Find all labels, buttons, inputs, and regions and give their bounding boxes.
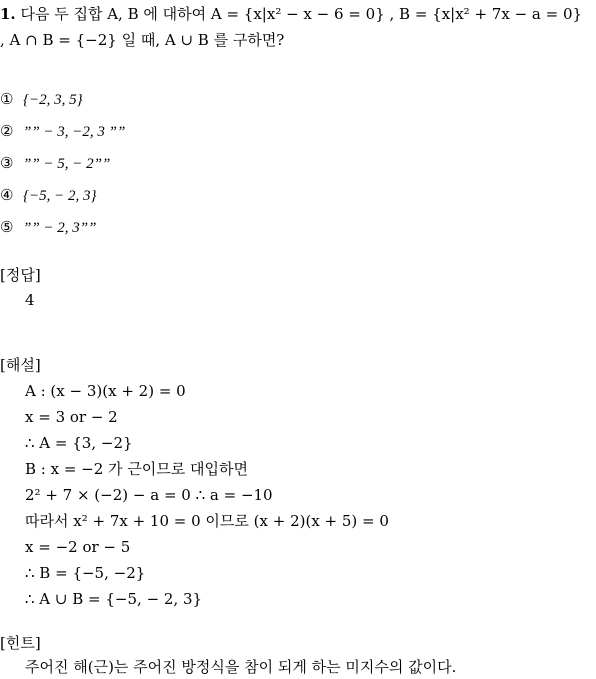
- solution-line-1: A : (x − 3)(x + 2) = 0: [25, 382, 186, 400]
- solution-line-3: ∴ A = {3, −2}: [25, 434, 133, 452]
- question-text-1: 다음 두 집합 A, B 에 대하여 A = {x|x² − x − 6 = 0} , B = {x|x² + 7x − a = 0}: [20, 5, 583, 23]
- question-number: 1.: [0, 5, 16, 23]
- choice-text: ”” − 5, − 2””: [23, 156, 111, 172]
- choice-marker: ②: [0, 122, 14, 140]
- solution-line-7: x = −2 or − 5: [25, 538, 131, 556]
- choice-2[interactable]: [0, 121, 125, 142]
- choice-5[interactable]: [0, 217, 97, 238]
- solution-line-9: ∴ A ∪ B = {−5, − 2, 3}: [25, 590, 203, 608]
- choice-4[interactable]: [0, 185, 97, 206]
- choice-marker: ①: [0, 90, 14, 108]
- hint-label: [힌트]: [0, 634, 41, 652]
- choice-1[interactable]: [0, 89, 83, 110]
- choice-3[interactable]: [0, 153, 110, 174]
- choice-marker: ⑤: [0, 218, 14, 236]
- solution-line-4: B : x = −2 가 근이므로 대입하면: [25, 460, 249, 478]
- solution-label: [해설]: [0, 356, 41, 374]
- solution-line-6: 따라서 x² + 7x + 10 = 0 이므로 (x + 2)(x + 5) = 0: [25, 512, 389, 530]
- hint-text: 주어진 해(근)는 주어진 방정식을 참이 되게 하는 미지수의 값이다.: [25, 658, 457, 676]
- choice-text: ”” − 3, −2, 3 ””: [23, 124, 126, 140]
- choice-text: ”” − 2, 3””: [23, 220, 97, 236]
- solution-line-5: 2² + 7 × (−2) − a = 0 ∴ a = −10: [25, 486, 273, 504]
- choice-marker: ③: [0, 154, 14, 172]
- answer-label: [정답]: [0, 266, 41, 284]
- choice-text: {−5, − 2, 3}: [23, 188, 97, 204]
- choice-marker: ④: [0, 186, 14, 204]
- question-text-2: , A ∩ B = {−2} 일 때, A ∪ B 를 구하면?: [0, 31, 285, 49]
- solution-line-8: ∴ B = {−5, −2}: [25, 564, 146, 582]
- solution-line-2: x = 3 or − 2: [25, 408, 118, 426]
- question-line-1: [0, 4, 582, 24]
- choice-text: {−2, 3, 5}: [23, 92, 83, 108]
- answer-value: 4: [25, 291, 35, 309]
